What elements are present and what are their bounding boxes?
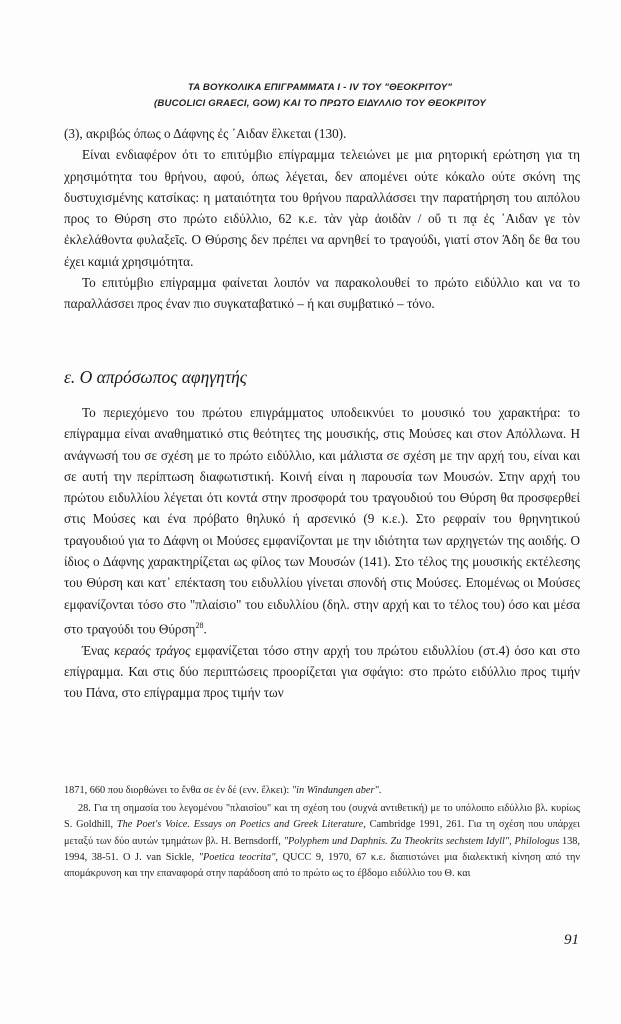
footnote-28-c: 138, 1994, 38-51. O J. van Sickle, [64, 835, 581, 863]
footnote-ref-28[interactable]: 28 [195, 620, 204, 630]
paragraph-goat [64, 640, 580, 704]
body-upper [64, 123, 580, 315]
paragraph-muses-text: Το περιεχόμενο του πρώτου επιγράμματος υποδεικνύει το μουσικό του χαρακτήρα: το επίγραμμα είναι αναθηματικό στις θεότητες της μουσικής, στις Μούσες και στον Απόλλωνα. Η ανάγνωσή του σε σχέση με το πρώτο ειδύλλιο, και μάλιστα σε σχέση με την αρχή του, είναι και σε αυτή την περίπτωση διαφωτιστική. Κοινή είναι η παρουσία των Μουσών. Στην αρχή του πρώτου ειδυλλίου λέγεται ότι κοντά στην προσφορά του τραγουδιού του Θύρση θα προσφερθεί στις Μούσες και ένα πρόβατο θηλυκό ή αρσενικό (9 κ.ε.). Στο ρεφραίν του θρηνητικού τραγουδιού για το Δάφνη οι Μούσες εμφανίζονται με την ιδιότητα των αρχηγετών της αοιδής. Ο ίδιος ο Δάφνης χαρακτηρίζεται ως φίλος των Μουσών (141). Στο τέλος της μουσικής εκτέλεσης του Θύρση και κατ᾽ επέκταση του ειδυλλίου γίνεται σπονδή στις Μούσες. Επομένως οι Μούσες εμφανίζονται τόσο στο "πλαίσιο" του ειδυλλίου (δηλ. στην αρχή και το τέλος του) όσο και μέσα στο τραγούδι του Θύρση [64, 405, 580, 637]
footnote-28-b: , Cambridge 1991, 261. Για τη σχέση που υπάρχει μεταξύ των δύο αυτών τμημάτων βλ. H. Bernsdorff, [64, 819, 580, 847]
footnote-continued-text: 1871, 660 που διορθώνει το ἔνθα σε ἐν δέ (ενν. ἕλκει): [64, 785, 292, 796]
paragraph-goat-italic: κεραός τράγος [113, 642, 191, 658]
paragraph-muses [64, 402, 580, 640]
footnote-continued-italic: "in Windungen aber" [291, 785, 379, 796]
page-number: 91 [564, 932, 579, 948]
paragraph-epitaph-conclusion: Το επιτύμβιο επίγραμμα φαίνεται λοιπόν να παρακολουθεί το πρώτο ειδύλλιο και να το παραλλάσσει προς έναν πιο συγκαταβατικό – ή και συμβατικό – τόνο. [64, 275, 580, 312]
footnote-28-italic-1: The Poet's Voice. Essays on Poetics and Greek Literature [116, 819, 364, 831]
footnote-28-italic-3: "Poetica teocrita" [198, 851, 276, 863]
paragraph-epitaph-rhetoric: Είναι ενδιαφέρον ότι το επιτύμβιο επίγραμμα τελειώνει με μια ρητορική ερώτηση για τη χρησιμότητα του θρήνου, αφού, όπως λέγεται, δεν απομένει ούτε κόκαλο ούτε σκόνη της δυστυχισμένης κατσίκας: η ματαιότητα του θρήνου παραλλάσσει την παρατήρηση του αιπόλου προς το Θύρση στο πρώτο ειδύλλιο, 62 κ.ε. τὰν γὰρ ἀοιδὰν / οὔ τι πᾳ ἐς ᾽Αιδαν γε τὸν ἐκλελάθοντα φυλαξεῖς. Ο Θύρσης δεν πρέπει να αρνηθεί το τραγούδι, γιατί στον Άδη δε θα του έχει καμιά χρησιμότητα. [64, 147, 580, 269]
footnote-continued [64, 783, 580, 799]
section-heading: ε. Ο απρόσωπος αφηγητής [64, 367, 247, 387]
footnote-28 [64, 801, 580, 882]
running-header-line1: ΤΑ ΒΟΥΚΟΛΙΚΑ ΕΠΙΓΡΑΜΜΑΤΑ I - IV ΤΟΥ "ΘΕΟΚΡΙΤΟΥ" [187, 82, 453, 93]
paragraph-goat-rest: εμφανίζεται τόσο στην αρχή του πρώτου ειδυλλίου (στ.4) όσο και στο επίγραμμα. Και στις δύο περιπτώσεις προορίζεται για σφάγιο: στο πρώτο ειδύλλιο προς τιμήν του Πάνα, στο επίγραμμα προς τιμήν των [64, 642, 580, 701]
footnote-28-italic-2: "Polyphem und Daphnis. Zu Theokrits sechstem Idyll", Philologus [283, 835, 560, 847]
paragraph-goat-start: Ένας [82, 642, 114, 658]
footnote-continued-end: . [378, 785, 382, 796]
footnote-28-a: 28. Για τη σημασία του λεγομένου "πλαισίου" και τη σχέση του (συχνά αντιθετική) με το υπόλοιπο ειδύλλιο βλ. κυρίως S. Goldhill, [64, 803, 580, 831]
running-header-line2: (BUCOLICI GRAECI, GOW) ΚΑΙ ΤΟ ΠΡΩΤΟ ΕΙΔΥΛΛΙΟ ΤΟΥ ΘΕΟΚΡΙΤΟΥ [154, 98, 486, 109]
paragraph-citation: (3), ακριβώς όπως ο Δάφνης ἐς ᾽Αιδαν ἕλκεται (130). [64, 126, 347, 141]
footnote-28-d: , QUCC 9, 1970, 67 κ.ε. διαπιστώνει μια διαλεκτική κίνηση από την απομάκρυνση και την επαναφορά στην παράδοση από το πρώτο ως το έβδομο ειδύλλιο του Θ. και [64, 851, 581, 880]
body-lower [64, 402, 580, 704]
paragraph-muses-end: . [203, 621, 207, 637]
